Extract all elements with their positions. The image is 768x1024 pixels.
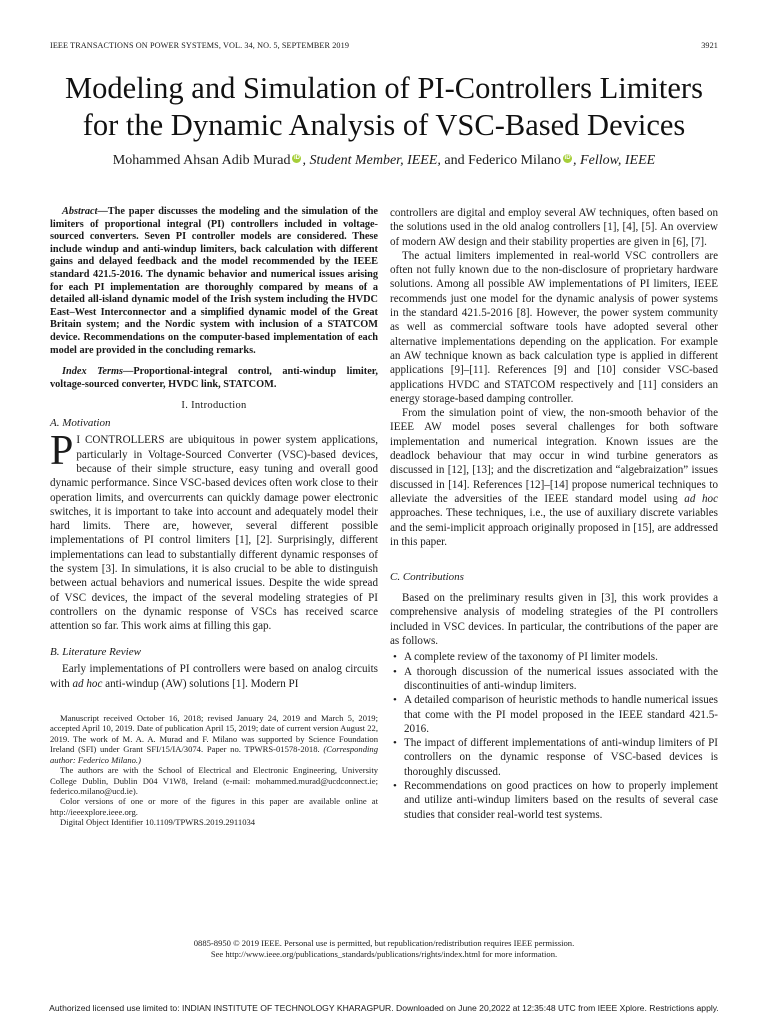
bullet-icon: • (393, 779, 397, 792)
list-item-text: The impact of different implementations of anti-windup limiters of PI controllers on the dynamic response of VSC-based devices is thoroughly discussed. (404, 737, 718, 778)
abstract (50, 206, 378, 357)
lit-text-1: Early implementations of PI controllers were based on analog circuits with (50, 663, 378, 690)
corresponding-author: (Corresponding author: Federico Milano.) (50, 744, 378, 765)
page-number: 3921 (701, 41, 718, 50)
subsection-heading-motivation: A. Motivation (50, 417, 111, 430)
index-terms-label: Index Terms (62, 366, 124, 378)
title-line-1: Modeling and Simulation of PI-Controllers Limiters (65, 71, 703, 105)
list-item-text: A detailed comparison of heuristic methods to handle numerical issues that come with the PI model proposed in the IEEE standard 421.5-2016. (404, 694, 718, 735)
para3-text-1: From the simulation point of view, the non-smooth behavior of the IEEE AW model poses several challenges for both software implementation and numerical integration. Known issues are the deadlock behaviour that may occur in wind turbine generators as discussed in [12], [13]; and the discretization and “algebraization” issues discussed in [14]. References [12]–[14] propose numerical techniques to alleviate the adversities of the IEEE standard model using (390, 407, 718, 505)
abstract-text: —The paper discusses the modeling and the simulation of the limiters of proportional integral (PI) controllers included in voltage-sourced converters. Seven PI controller models are considered. These include windup and anti-windup limiters, back calculation with different gains and delayed feedback and the model recommended by the IEEE standard 421.5-2016. The dynamic behavior and numerical issues arising for each PI implementation are thoroughly compared by means of a detailed all-island dynamic model of the Irish system including the HVDC East–West Interconnector and a simplified dynamic model of the Great Britain system; and the Nordic system with inclusion of a STATCOM device. Recommendations on the computer-based implementation of each model are provided in the concluding remarks. (50, 206, 378, 356)
bullet-icon: • (393, 694, 397, 707)
copyright-notice (50, 938, 718, 960)
motivation-paragraph (50, 428, 378, 633)
right-paragraph-2: The actual limiters implemented in real-world VSC controllers are often not fully known due to the non-disclosure of proprietary hardware solutions. Among all possible AW implementations of PI limiters, IEEE recommends just one model for the dynamic analysis of power systems in the standard 421.5-2016 [8]. However, the power system community as well as commercial software tools have adopted several other alternative implementations depending on the application. For example an AW technique known as back calculation type is applied in different applications [9]–[11]. References [9] and [10] consider VSC-based applications HVDC and STATCOM respectively and [11] considers an energy storage-based damping controller. (390, 249, 718, 405)
orcid-icon[interactable]: iD (293, 155, 300, 161)
footnote-affiliation: The authors are with the School of Electrical and Electronic Engineering, University College Dublin, Dublin D04 V1W8, Ireland (e-mail: mohammed.murad@ucdconnect.ie; federico.milano@ucd.ie). (50, 765, 378, 796)
running-head (50, 41, 718, 55)
bullet-icon: • (393, 737, 397, 750)
journal-info: IEEE TRANSACTIONS ON POWER SYSTEMS, VOL. 34, NO. 5, SEPTEMBER 2019 (50, 41, 350, 50)
left-column (50, 206, 378, 828)
index-terms-text: —Proportional-integral control, anti-windup limiter, voltage-sourced converter, HVDC link, STATCOM. (50, 366, 378, 390)
author-1-name: Mohammed Ahsan Adib Murad (112, 153, 291, 168)
abstract-label: Abstract (62, 206, 98, 217)
orcid-icon[interactable]: iD (564, 155, 571, 161)
lit-text-em: ad hoc (72, 677, 103, 690)
motivation-text: I CONTROLLERS are ubiquitous in power system applications, particularly in Voltage-Sourced Converter (VSC)-based devices, because of their simple structure, easy tuning and overall good dynamic performance. Since VSC-based devices often work close to their operation limits, and overcurrents can quickly damage power electronic switches, it is important to take into account and adequately model their hard limits. There are, however, several different possible implementations of PI control limiters [1], [2]. Surprisingly, different implementations can lead to substantially different dynamic responses of the system [3]. In simulations, it is also crucial to be able to distinguish between actual behaviors and numerical issues. Despite the wide spread of VSC devices, the impact of the several modeling strategies of PI controllers on the dynamic response of VSCs has received scarce attention so far. This work aims at filling this gap. (50, 434, 378, 633)
license-banner: Authorized licensed use limited to: INDIAN INSTITUTE OF TECHNOLOGY KHARAGPUR. Downloaded on June 20,2022 at 12:35:48 UTC from IEEE Xplore. Restrictions apply. (49, 1003, 719, 1013)
contributions-list (390, 650, 718, 822)
footnote-manuscript (50, 713, 378, 765)
list-item (390, 779, 718, 822)
right-paragraph-1: controllers are digital and employ several AW techniques, often based on the solutions used in the old analog controllers [1], [4], [5]. An overview of modern AW design and their stability properties are given in [6], [7]. (390, 207, 718, 248)
list-item (390, 736, 718, 779)
lit-text-2: anti-windup (AW) solutions [1]. Modern PI (102, 677, 299, 690)
right-column (390, 206, 718, 822)
right-paragraph-3 (390, 406, 718, 549)
para3-text-em: ad hoc (684, 492, 718, 505)
list-item-text: Recommendations on good practices on how to properly implement and utilize anti-windup limiters based on the results of several case studies that consider real-world test systems. (404, 779, 718, 821)
title-line-2: for the Dynamic Analysis of VSC-Based Devices (82, 108, 686, 142)
copyright-line: 0885-8950 © 2019 IEEE. Personal use is permitted, but republication/redistribution requires IEEE permission. (193, 938, 575, 948)
para3-text-2: approaches. These techniques, i.e., the use of auxiliary discrete variables and the semi-implicit approach originally proposed in [15], are addressed in this paper. (390, 507, 718, 548)
rights-link-line[interactable]: See http://www.ieee.org/publications_standards/publications/rights/index.html for more information. (210, 949, 558, 960)
index-terms (50, 366, 378, 391)
subsection-heading-literature-review: B. Literature Review (50, 646, 141, 659)
section-heading-introduction: I. Introduction (181, 400, 247, 412)
list-item (390, 665, 718, 694)
literature-review-paragraph (50, 662, 378, 691)
bullet-icon: • (393, 651, 397, 664)
author-line (20, 152, 748, 170)
list-item-text: A complete review of the taxonomy of PI limiter models. (404, 651, 658, 664)
author-1-membership: , Student Member, IEEE, (302, 153, 441, 168)
contributions-intro: Based on the preliminary results given in [3], this work provides a comprehensive analysis of modeling strategies of the PI controllers included in VSC devices. In particular, the contributions of the paper are as follows. (390, 592, 718, 648)
author-2-name: and Federico Milano (440, 153, 562, 168)
list-item (390, 693, 718, 736)
author-2-membership: , Fellow, IEEE (573, 153, 656, 168)
footnotes (50, 713, 378, 827)
footnote-doi: Digital Object Identifier 10.1109/TPWRS.2019.2911034 (60, 817, 256, 828)
footnote-color-versions: Color versions of one or more of the figures in this paper are available online at http://ieeexplore.ieee.org. (50, 796, 378, 817)
bullet-icon: • (393, 665, 397, 678)
subsection-heading-contributions: C. Contributions (390, 571, 464, 584)
footnote-manuscript-text: Manuscript received October 16, 2018; revised January 24, 2019 and March 5, 2019; accepted April 10, 2019. Date of publication April 15, 2019; date of current version August 22, 2019. The work of M. A. A. Murad and F. Milano was supported by Science Foundation Ireland (SFI) under Grant SFI/15/IA/3074. Paper no. TPWRS-01578-2018. (50, 713, 378, 755)
list-item (390, 650, 718, 664)
list-item-text: A thorough discussion of the numerical issues associated with the discontinuities of anti-windup limiters. (404, 665, 718, 692)
paper-title (20, 70, 748, 144)
drop-cap: P (50, 428, 74, 475)
